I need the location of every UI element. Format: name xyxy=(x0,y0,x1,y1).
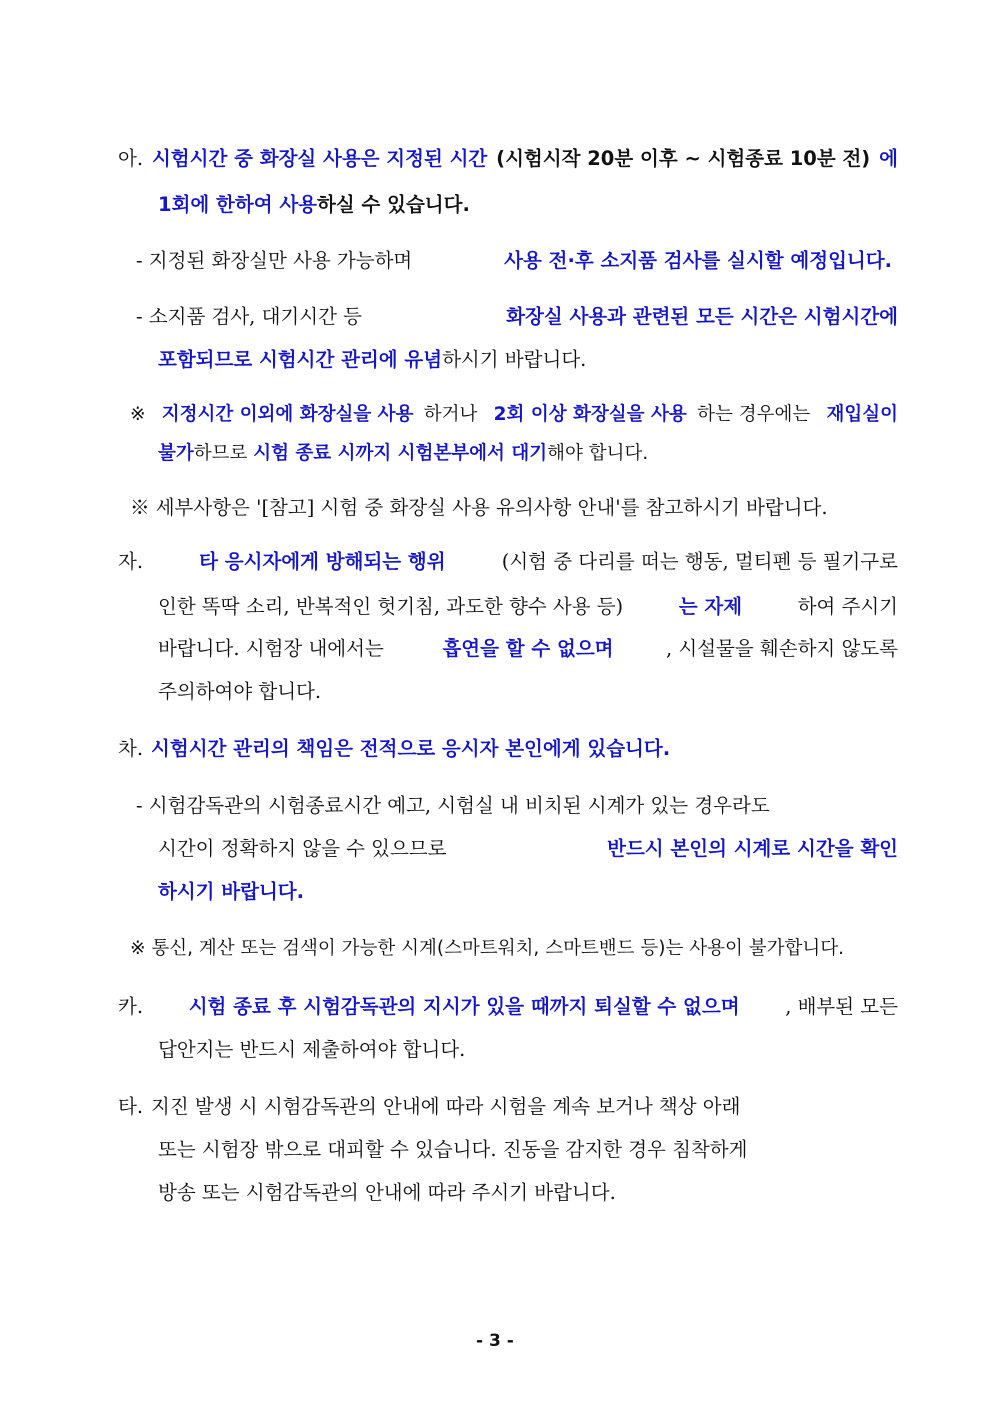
item-a-emphasis: 시험시간 중 화장실 사용은 지정된 시간 xyxy=(151,147,488,170)
item-a-note-1-emphasis-1: 지정시간 이외에 화장실을 사용 xyxy=(161,404,414,425)
item-ta-text-1: 지진 발생 시 시험감독관의 안내에 따라 시험을 계속 보거나 책상 아래 xyxy=(151,1095,741,1118)
item-a-emphasis-tail: 에 xyxy=(879,147,898,170)
item-cha-dash-1 xyxy=(136,792,770,820)
item-cha-dash-1-line-2 xyxy=(158,835,898,863)
item-cha-line-1 xyxy=(118,735,670,763)
item-ta-line-3 xyxy=(158,1179,616,1207)
item-ja-line-1 xyxy=(118,548,898,576)
item-a-note-1-emphasis-2: 2회 이상 화장실을 사용 xyxy=(493,404,687,425)
item-cha-dash-1-text: - 시험감독관의 시험종료시간 예고, 시험실 내 비치된 시계가 있는 경우라도 xyxy=(136,794,770,817)
item-a-note-1-text-2: 하는 경우에는 xyxy=(697,404,817,425)
item-ja-text-2: 인한 똑딱 소리, 반복적인 헛기침, 과도한 향수 사용 등) xyxy=(158,595,624,618)
item-a-note-1-line-2 xyxy=(158,440,648,468)
item-a-note-2 xyxy=(130,494,828,522)
item-a-time-range: (시험시작 20분 이후 ~ 시험종료 10분 전) xyxy=(496,147,871,170)
item-a-note-1 xyxy=(130,401,898,429)
item-ta-line-2 xyxy=(158,1136,747,1164)
item-ka-line-2 xyxy=(158,1036,465,1064)
item-ta-text-2: 또는 시험장 밖으로 대피할 수 있습니다. 진동을 감지한 경우 침착하게 xyxy=(158,1138,748,1161)
item-a-dash-1 xyxy=(136,247,892,275)
item-ja-text-4: 바랍니다. 시험장 내에서는 xyxy=(158,637,391,660)
item-ta-marker: 타. xyxy=(118,1095,144,1118)
item-ja-text-1: (시험 중 다리를 떠는 행동, 멀티펜 등 필기구로 xyxy=(501,550,898,573)
item-ja-text-3: 하여 주시기 xyxy=(797,595,898,618)
item-a-dash-2-emphasis-2: 포함되므로 시험시간 관리에 유념 xyxy=(158,348,443,371)
item-a-note-1-text-1: 하거나 xyxy=(423,404,484,425)
item-ja-emphasis: 타 응시자에게 방해되는 행위 xyxy=(199,550,446,573)
item-a-note-1-text-3: 하므로 xyxy=(193,443,254,464)
item-ja-emphasis-2: 는 자제 xyxy=(678,595,743,618)
item-ka-text-1: , 배부된 모든 xyxy=(785,995,898,1018)
note-mark: ※ xyxy=(130,404,152,425)
item-a-note-1-emphasis-4: 불가 xyxy=(158,443,194,464)
item-a-note-1-emphasis-3: 재입실이 xyxy=(826,404,898,425)
item-a-dash-2-text: - 소지품 검사, 대기시간 등 xyxy=(136,305,369,328)
item-ka-marker: 카. xyxy=(118,995,144,1018)
item-a-marker: 아. xyxy=(118,147,144,170)
item-a-dash-2-line-2 xyxy=(158,346,586,374)
item-cha-dash-1-emphasis-2: 하시기 바랍니다. xyxy=(158,880,305,903)
item-a-dash-2 xyxy=(136,303,898,331)
item-ja-line-2 xyxy=(158,593,898,621)
item-cha-note-1 xyxy=(130,935,844,963)
item-a-dash-1-text: - 지정된 화장실만 사용 가능하며 xyxy=(136,249,419,272)
item-ja-text-5: , 시설물을 훼손하지 않도록 xyxy=(665,637,898,660)
item-a-line-1 xyxy=(118,145,898,173)
item-a-dash-1-emphasis: 사용 전·후 소지품 검사를 실시할 예정입니다. xyxy=(504,249,892,272)
item-ja-emphasis-3: 흡연을 할 수 없으며 xyxy=(442,637,614,660)
item-ja-line-4 xyxy=(158,678,321,706)
item-ta-text-3: 방송 또는 시험감독관의 안내에 따라 주시기 바랍니다. xyxy=(158,1181,616,1204)
item-a-note-1-emphasis-5: 시험 종료 시까지 시험본부에서 대기 xyxy=(253,443,548,464)
item-cha-emphasis: 시험시간 관리의 책임은 전적으로 응시자 본인에게 있습니다. xyxy=(151,737,671,760)
item-ka-text-2: 답안지는 반드시 제출하여야 합니다. xyxy=(158,1038,466,1061)
item-a-emphasis-2: 1회에 한하여 사용 xyxy=(158,193,318,216)
item-ta-line-1 xyxy=(118,1093,740,1121)
item-cha-dash-1-line-3 xyxy=(158,878,304,906)
item-ja-marker: 자. xyxy=(118,550,144,573)
item-ja-text-6: 주의하여야 합니다. xyxy=(158,680,322,703)
item-a-dash-2-emphasis: 화장실 사용과 관련된 모든 시간은 시험시간에 xyxy=(506,305,898,328)
item-cha-marker: 차. xyxy=(118,737,144,760)
item-a-text-2: 하실 수 있습니다. xyxy=(317,193,470,216)
item-a-dash-2-text-2: 하시기 바랍니다. xyxy=(442,348,587,371)
item-ka-line-1 xyxy=(118,993,898,1021)
item-a-note-1-text-4: 해야 합니다. xyxy=(547,443,649,464)
item-ja-line-3 xyxy=(158,635,898,663)
item-cha-dash-1-emphasis: 반드시 본인의 시계로 시간을 확인 xyxy=(607,837,898,860)
item-a-note-2-text: ※ 세부사항은 '[참고] 시험 중 화장실 사용 유의사항 안내'를 참고하시기 바랍니다. xyxy=(130,496,828,519)
item-a-line-2 xyxy=(158,191,470,219)
item-ka-emphasis: 시험 종료 후 시험감독관의 지시가 있을 때까지 퇴실할 수 없으며 xyxy=(188,995,740,1018)
item-cha-note-1-text: ※ 통신, 계산 또는 검색이 가능한 시계(스마트워치, 스마트밴드 등)는 사용이 불가합니다. xyxy=(130,938,845,959)
item-cha-dash-1-text-2: 시간이 정확하지 않을 수 있으므로 xyxy=(158,837,453,860)
page-number: - 3 - xyxy=(476,1331,514,1351)
